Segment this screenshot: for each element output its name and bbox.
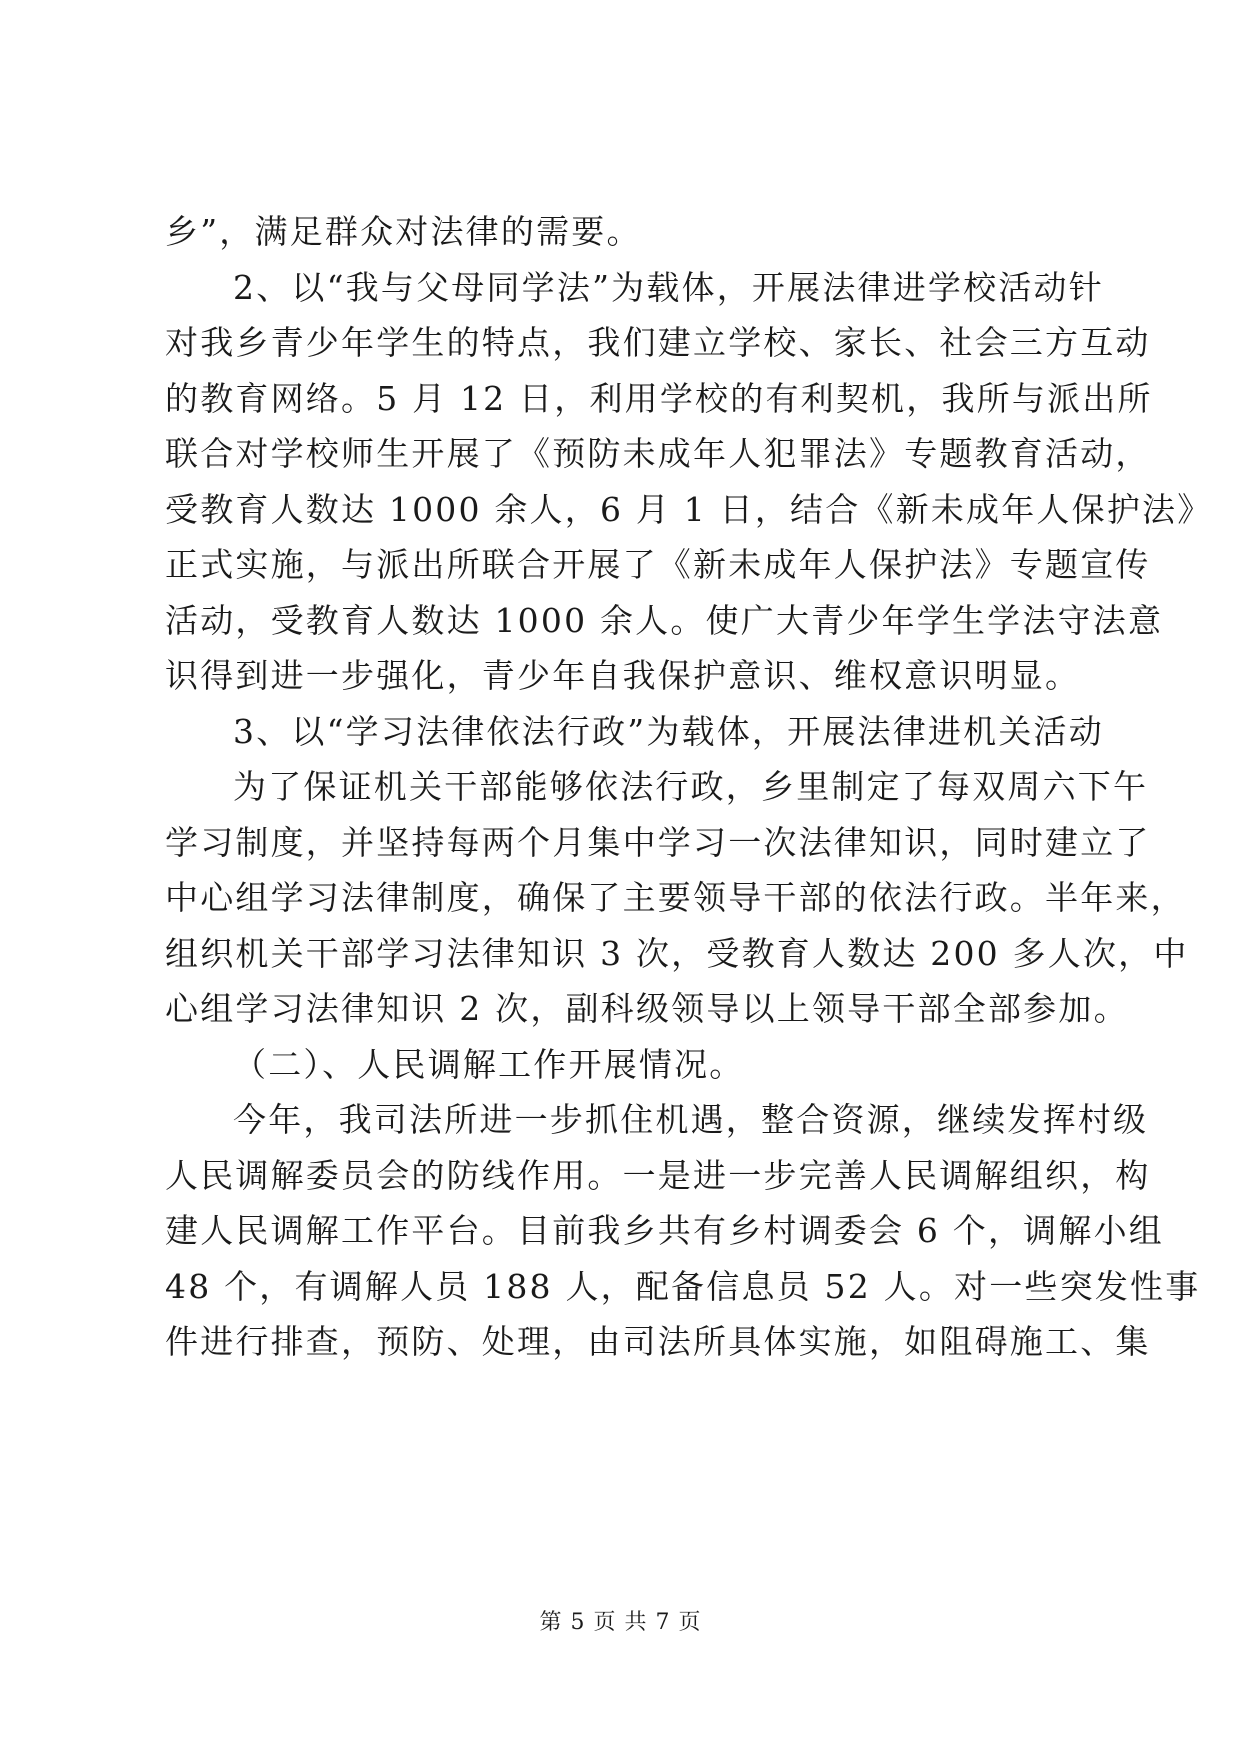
- text-line: 的教育网络。5 月 12 日，利用学校的有利契机，我所与派出所: [165, 379, 1153, 418]
- text-line: 件进行排查，预防、处理，由司法所具体实施，如阻碍施工、集: [165, 1322, 1151, 1361]
- text-line: 对我乡青少年学生的特点，我们建立学校、家长、社会三方互动: [165, 323, 1151, 362]
- text-line: 识得到进一步强化，青少年自我保护意识、维权意识明显。: [165, 656, 1081, 695]
- text-line: 3、以“学习法律依法行政”为载体，开展法律进机关活动: [233, 712, 1104, 751]
- text-line: 组织机关干部学习法律知识 3 次，受教育人数达 200 多人次，中: [165, 934, 1189, 973]
- text-line: 心组学习法律知识 2 次，副科级领导以上领导干部全部参加。: [165, 989, 1129, 1028]
- text-line: 中心组学习法律制度，确保了主要领导干部的依法行政。半年来，: [165, 878, 1186, 917]
- text-line: 活动，受教育人数达 1000 余人。使广大青少年学生学法守法意: [165, 601, 1164, 640]
- text-line: 今年，我司法所进一步抓住机遇，整合资源，继续发挥村级: [233, 1100, 1149, 1139]
- page-number-footer: 第 5 页 共 7 页: [539, 1610, 702, 1635]
- text-line: 人民调解委员会的防线作用。一是进一步完善人民调解组织，构: [165, 1156, 1151, 1195]
- text-line: 48 个，有调解人员 188 人，配备信息员 52 人。对一些突发性事: [165, 1267, 1201, 1306]
- text-line: 为了保证机关干部能够依法行政，乡里制定了每双周六下午: [233, 767, 1149, 806]
- text-line: 学习制度，并坚持每两个月集中学习一次法律知识，同时建立了: [165, 823, 1151, 862]
- text-line: 受教育人数达 1000 余人，6 月 1 日，结合《新未成年人保护法》: [165, 490, 1213, 529]
- text-line: 联合对学校师生开展了《预防未成年人犯罪法》专题教育活动，: [165, 434, 1151, 473]
- text-line: 乡”，满足群众对法律的需要。: [165, 212, 642, 251]
- text-line: 建人民调解工作平台。目前我乡共有乡村调委会 6 个，调解小组: [165, 1211, 1164, 1250]
- section-heading: （二）、人民调解工作开展情况。: [233, 1045, 745, 1084]
- text-line: 正式实施，与派出所联合开展了《新未成年人保护法》专题宣传: [165, 545, 1151, 584]
- text-line: 2、以“我与父母同学法”为载体，开展法律进学校活动针: [233, 268, 1104, 307]
